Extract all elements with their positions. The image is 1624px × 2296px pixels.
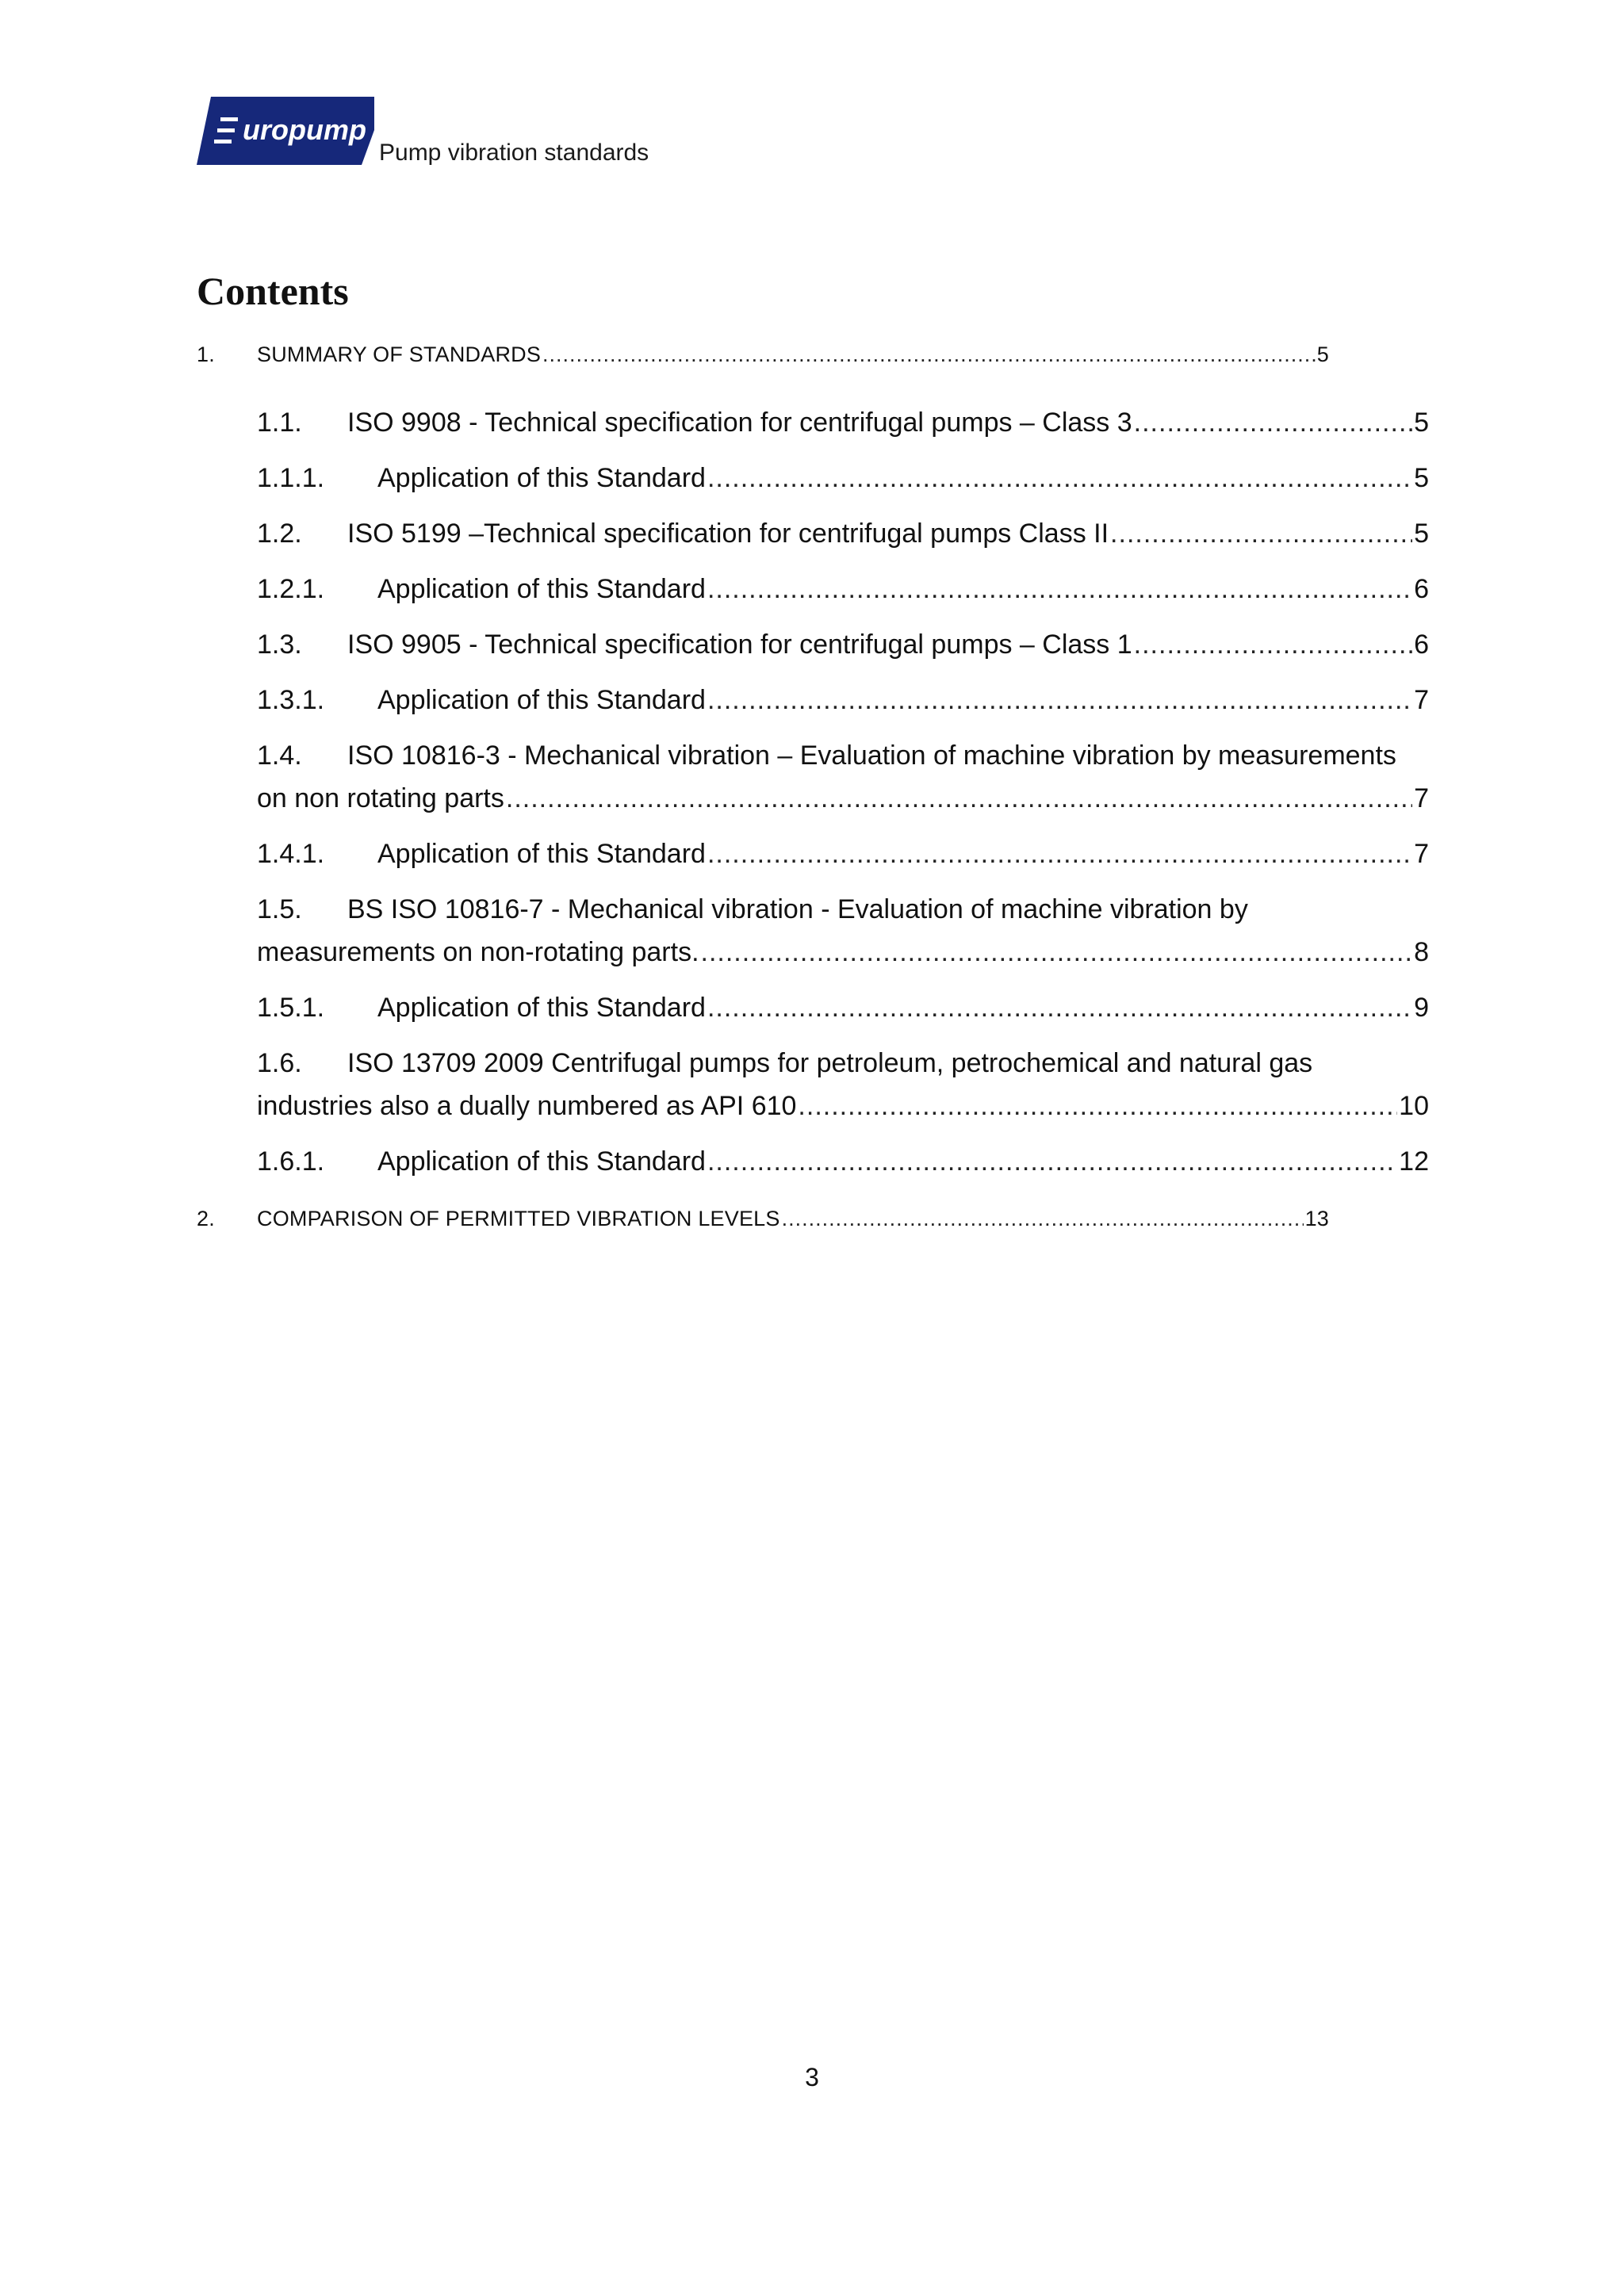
toc-line-first [257, 740, 1429, 771]
toc-leader [707, 685, 1412, 716]
toc-entry-1-2[interactable] [257, 519, 1429, 549]
toc-leader [707, 839, 1412, 870]
toc-leader [707, 993, 1412, 1024]
europump-logo [197, 97, 374, 165]
toc-number: 1.5. [257, 894, 302, 924]
toc-text-continued: measurements on non-rotating parts. [257, 937, 699, 967]
toc-entry-2[interactable] [197, 1207, 1329, 1231]
toc-page: 13 [1304, 1207, 1329, 1230]
toc-text: ISO 13709 2009 Centrifugal pumps for petroleum, petrochemical and natural gas [347, 1048, 1313, 1078]
svg-text:uropump: uropump [243, 113, 366, 146]
toc-line-second [257, 1091, 1429, 1122]
toc-number: 1.4. [257, 740, 302, 771]
toc-leader [1134, 408, 1412, 438]
toc-number: 1.3. [257, 629, 302, 660]
toc-text: ISO 10816-3 - Mechanical vibration – Evaluation of machine vibration by measurements [347, 740, 1396, 771]
toc-entry-1-3-1[interactable] [257, 685, 1429, 716]
toc-entry-1-6-1[interactable] [257, 1146, 1429, 1177]
toc-page: 5 [1414, 463, 1429, 493]
toc-text: ISO 9905 - Technical specification for centrifugal pumps – Class 1 [347, 629, 1132, 660]
toc-page: 10 [1399, 1091, 1429, 1121]
toc-leader [798, 1091, 1397, 1122]
toc-leader [707, 574, 1412, 605]
toc-page: 8 [1414, 937, 1429, 967]
toc-text-continued: industries also a dually numbered as API 610 [257, 1091, 797, 1121]
toc-number: 1.1. [257, 408, 302, 438]
toc-page: 7 [1414, 839, 1429, 869]
toc-page: 6 [1414, 574, 1429, 604]
toc-entry-1-5-1[interactable] [257, 993, 1429, 1024]
toc-number: 1.1.1. [257, 463, 325, 493]
toc-text: Application of this Standard [377, 839, 706, 869]
toc-entry-1-1-1[interactable] [257, 463, 1429, 494]
toc-line-first [257, 894, 1429, 925]
toc-leader [701, 937, 1413, 968]
toc-leader [707, 463, 1412, 494]
toc-leader [1110, 519, 1412, 549]
toc-text: ISO 5199 –Technical specification for centrifugal pumps Class II [347, 519, 1109, 549]
toc-text: Application of this Standard [377, 574, 706, 604]
toc-number: 1.6. [257, 1048, 302, 1078]
toc-number: 1.2. [257, 519, 302, 549]
toc-page: 5 [1316, 342, 1329, 366]
toc-page: 6 [1414, 629, 1429, 660]
toc-entry-1-2-1[interactable] [257, 574, 1429, 605]
toc-leader [707, 1146, 1397, 1177]
toc-leader [542, 342, 1316, 367]
toc-page: 5 [1414, 408, 1429, 438]
toc-text: Application of this Standard [377, 463, 706, 493]
toc-page: 7 [1414, 685, 1429, 715]
toc-number: 1.6.1. [257, 1146, 325, 1177]
header-title: Pump vibration standards [379, 140, 649, 166]
toc-number: 1.4.1. [257, 839, 325, 869]
toc-page: 5 [1414, 519, 1429, 549]
toc-text: Application of this Standard [377, 685, 706, 715]
toc-page: 7 [1414, 783, 1429, 813]
toc-text: COMPARISON OF PERMITTED VIBRATION LEVELS [257, 1207, 780, 1230]
contents-heading: Contents [197, 269, 349, 313]
toc-page: 9 [1414, 993, 1429, 1023]
toc-leader [1134, 629, 1412, 660]
toc-entry-1-3[interactable] [257, 629, 1429, 660]
toc-text: Application of this Standard [377, 993, 706, 1023]
toc-page: 12 [1399, 1146, 1429, 1177]
toc-number: 1.2.1. [257, 574, 325, 604]
toc-text-continued: on non rotating parts [257, 783, 504, 813]
toc-text: BS ISO 10816-7 - Mechanical vibration - Evaluation of machine vibration by [347, 894, 1248, 924]
toc-entry-1[interactable] [197, 342, 1329, 367]
page-number: 3 [805, 2063, 819, 2091]
toc-number: 2. [197, 1207, 215, 1230]
toc-text: SUMMARY OF STANDARDS [257, 342, 542, 366]
toc-line-second [257, 783, 1429, 814]
toc-line-second [257, 937, 1429, 968]
toc-entry-1-1[interactable] [257, 408, 1429, 438]
toc-text: Application of this Standard [377, 1146, 706, 1177]
toc-entry-1-4-1[interactable] [257, 839, 1429, 870]
toc-line-first [257, 1048, 1429, 1079]
toc-leader [506, 783, 1412, 814]
toc-number: 1.3.1. [257, 685, 325, 715]
toc-number: 1.5.1. [257, 993, 325, 1023]
toc-text: ISO 9908 - Technical specification for centrifugal pumps – Class 3 [347, 408, 1132, 438]
toc-number: 1. [197, 342, 215, 366]
toc-leader [782, 1207, 1304, 1231]
